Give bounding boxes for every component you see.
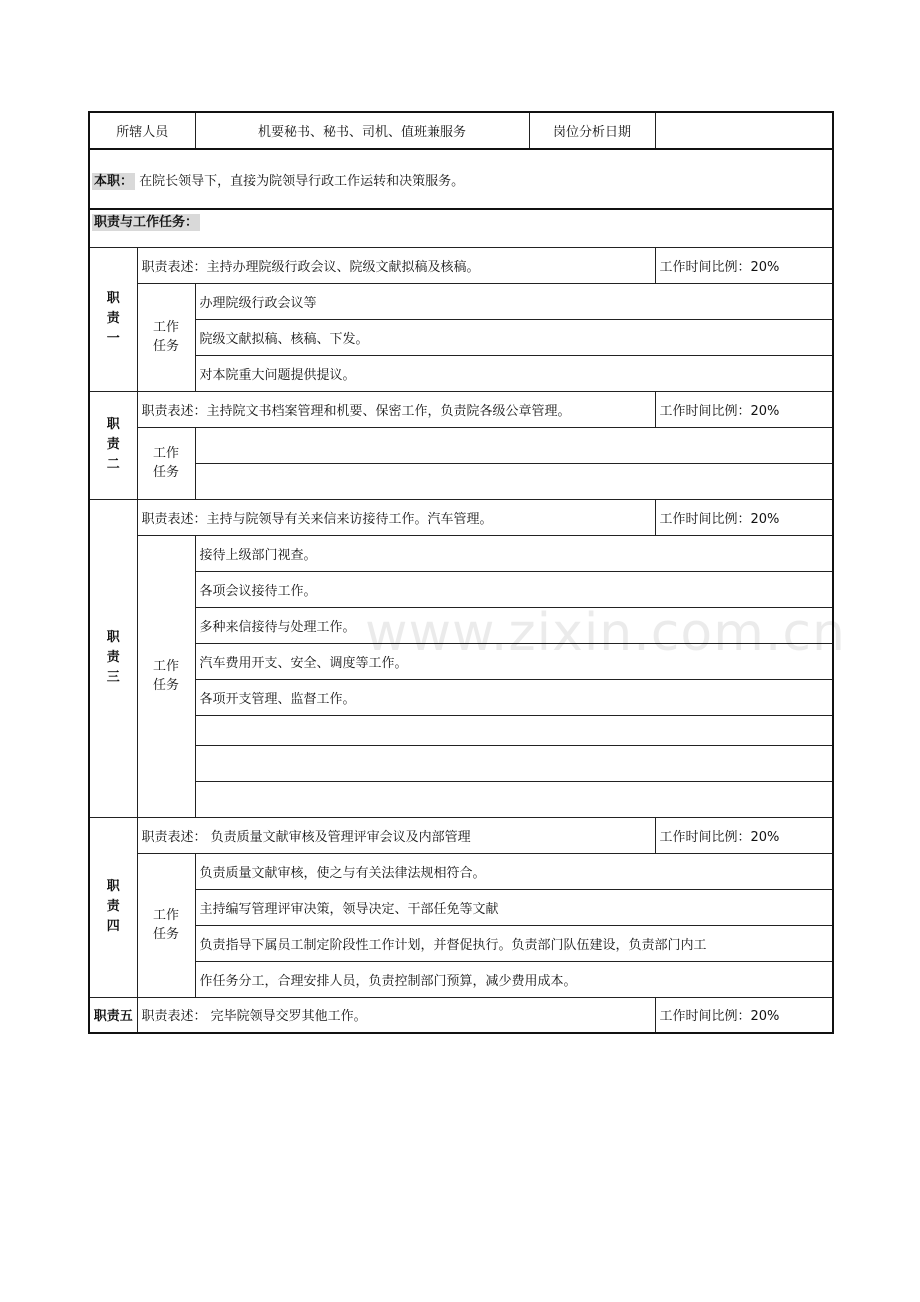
duty-3-task-6 [195,715,833,745]
duty-1-task-1: 办理院级行政会议等 [195,283,833,319]
duty-4-ratio: 工作时间比例：20% [655,817,833,853]
duty-3-task-row [89,745,833,781]
duty-2-task-row [89,427,833,463]
section-title-row [89,209,833,247]
duty-3-task-row [89,643,833,679]
duty-5-description: 职责表述： 完毕院领导交罗其他工作。 [137,997,655,1033]
watermark: www.zixin.com.cn [365,603,846,663]
duty-2-description-row [89,391,833,427]
duty-4-name: 职 责 四 [89,817,137,997]
job-description-table [88,111,834,1034]
staff-value: 机要秘书、秘书、司机、值班兼服务 [195,112,529,149]
duty-1-task-2: 院级文献拟稿、核稿、下发。 [195,319,833,355]
duty-2-task-label: 工作 任务 [137,427,195,499]
duty-4-task-label: 工作 任务 [137,853,195,997]
duty-2-task-2 [195,463,833,499]
duty-3-task-5: 各项开支管理、监督工作。 [195,679,833,715]
header-row [89,112,833,149]
duty-4-task-row [89,889,833,925]
section-title: 职责与工作任务： [94,215,199,230]
duty-1-name: 职 责 一 [89,247,137,391]
duty-3-task-row [89,715,833,745]
duty-3-task-row [89,535,833,571]
duty-4-task-2: 主持编写管理评审决策，领导决定、干部任免等文献 [195,889,833,925]
duty-5-name: 职责五 [89,997,137,1033]
duty-3-task-row [89,571,833,607]
duty-3-task-label: 工作 任务 [137,535,195,817]
duty-1-task-row [89,319,833,355]
duty-4-task-4: 作任务分工，合理安排人员，负责控制部门预算，减少费用成本。 [195,961,833,997]
duty-3-task-2: 各项会议接待工作。 [195,571,833,607]
duty-4-task-row [89,853,833,889]
section-title-cell [89,209,833,247]
duty-4-task-row [89,925,833,961]
role-row [89,149,833,209]
job-description-document [88,111,832,1034]
role-text: 在院长领导下，直接为院领导行政工作运转和决策服务。 [139,173,465,189]
role-cell [89,149,833,209]
role-label: 本职： [94,173,134,189]
duty-2-task-row [89,463,833,499]
duty-3-description: 职责表述：主持与院领导有关来信来访接待工作。汽车管理。 [137,499,655,535]
duty-3-task-row [89,679,833,715]
analysis-date-value [655,112,833,149]
duty-4-task-3: 负责指导下属员工制定阶段性工作计划，并督促执行。负责部门队伍建设，负责部门内工 [195,925,833,961]
duty-5-row [89,997,833,1033]
duty-3-task-1: 接待上级部门视查。 [195,535,833,571]
analysis-date-label: 岗位分析日期 [529,112,655,149]
duty-3-task-row [89,781,833,817]
duty-1-task-label: 工作 任务 [137,283,195,391]
duty-4-task-1: 负责质量文献审核，使之与有关法律法规相符合。 [195,853,833,889]
duty-3-task-row [89,607,833,643]
duty-4-description-row [89,817,833,853]
duty-1-task-row [89,283,833,319]
duty-1-description: 职责表述：主持办理院级行政会议、院级文献拟稿及核稿。 [137,247,655,283]
duty-4-task-row [89,961,833,997]
duty-2-task-1 [195,427,833,463]
staff-label: 所辖人员 [89,112,195,149]
duty-1-task-3: 对本院重大问题提供提议。 [195,355,833,391]
duty-4-description: 职责表述： 负责质量文献审核及管理评审会议及内部管理 [137,817,655,853]
duty-1-ratio: 工作时间比例：20% [655,247,833,283]
duty-2-name: 职 责 二 [89,391,137,499]
duty-3-ratio: 工作时间比例：20% [655,499,833,535]
duty-3-task-4: 汽车费用开支、安全、调度等工作。 [195,643,833,679]
duty-2-ratio: 工作时间比例：20% [655,391,833,427]
duty-3-name: 职 责 三 [89,499,137,817]
duty-3-description-row [89,499,833,535]
duty-1-description-row [89,247,833,283]
duty-3-task-8 [195,781,833,817]
duty-1-task-row [89,355,833,391]
duty-5-ratio: 工作时间比例：20% [655,997,833,1033]
duty-3-task-7 [195,745,833,781]
duty-2-description: 职责表述：主持院文书档案管理和机要、保密工作，负责院各级公章管理。 [137,391,655,427]
duty-3-task-3: 多种来信接待与处理工作。 [195,607,833,643]
